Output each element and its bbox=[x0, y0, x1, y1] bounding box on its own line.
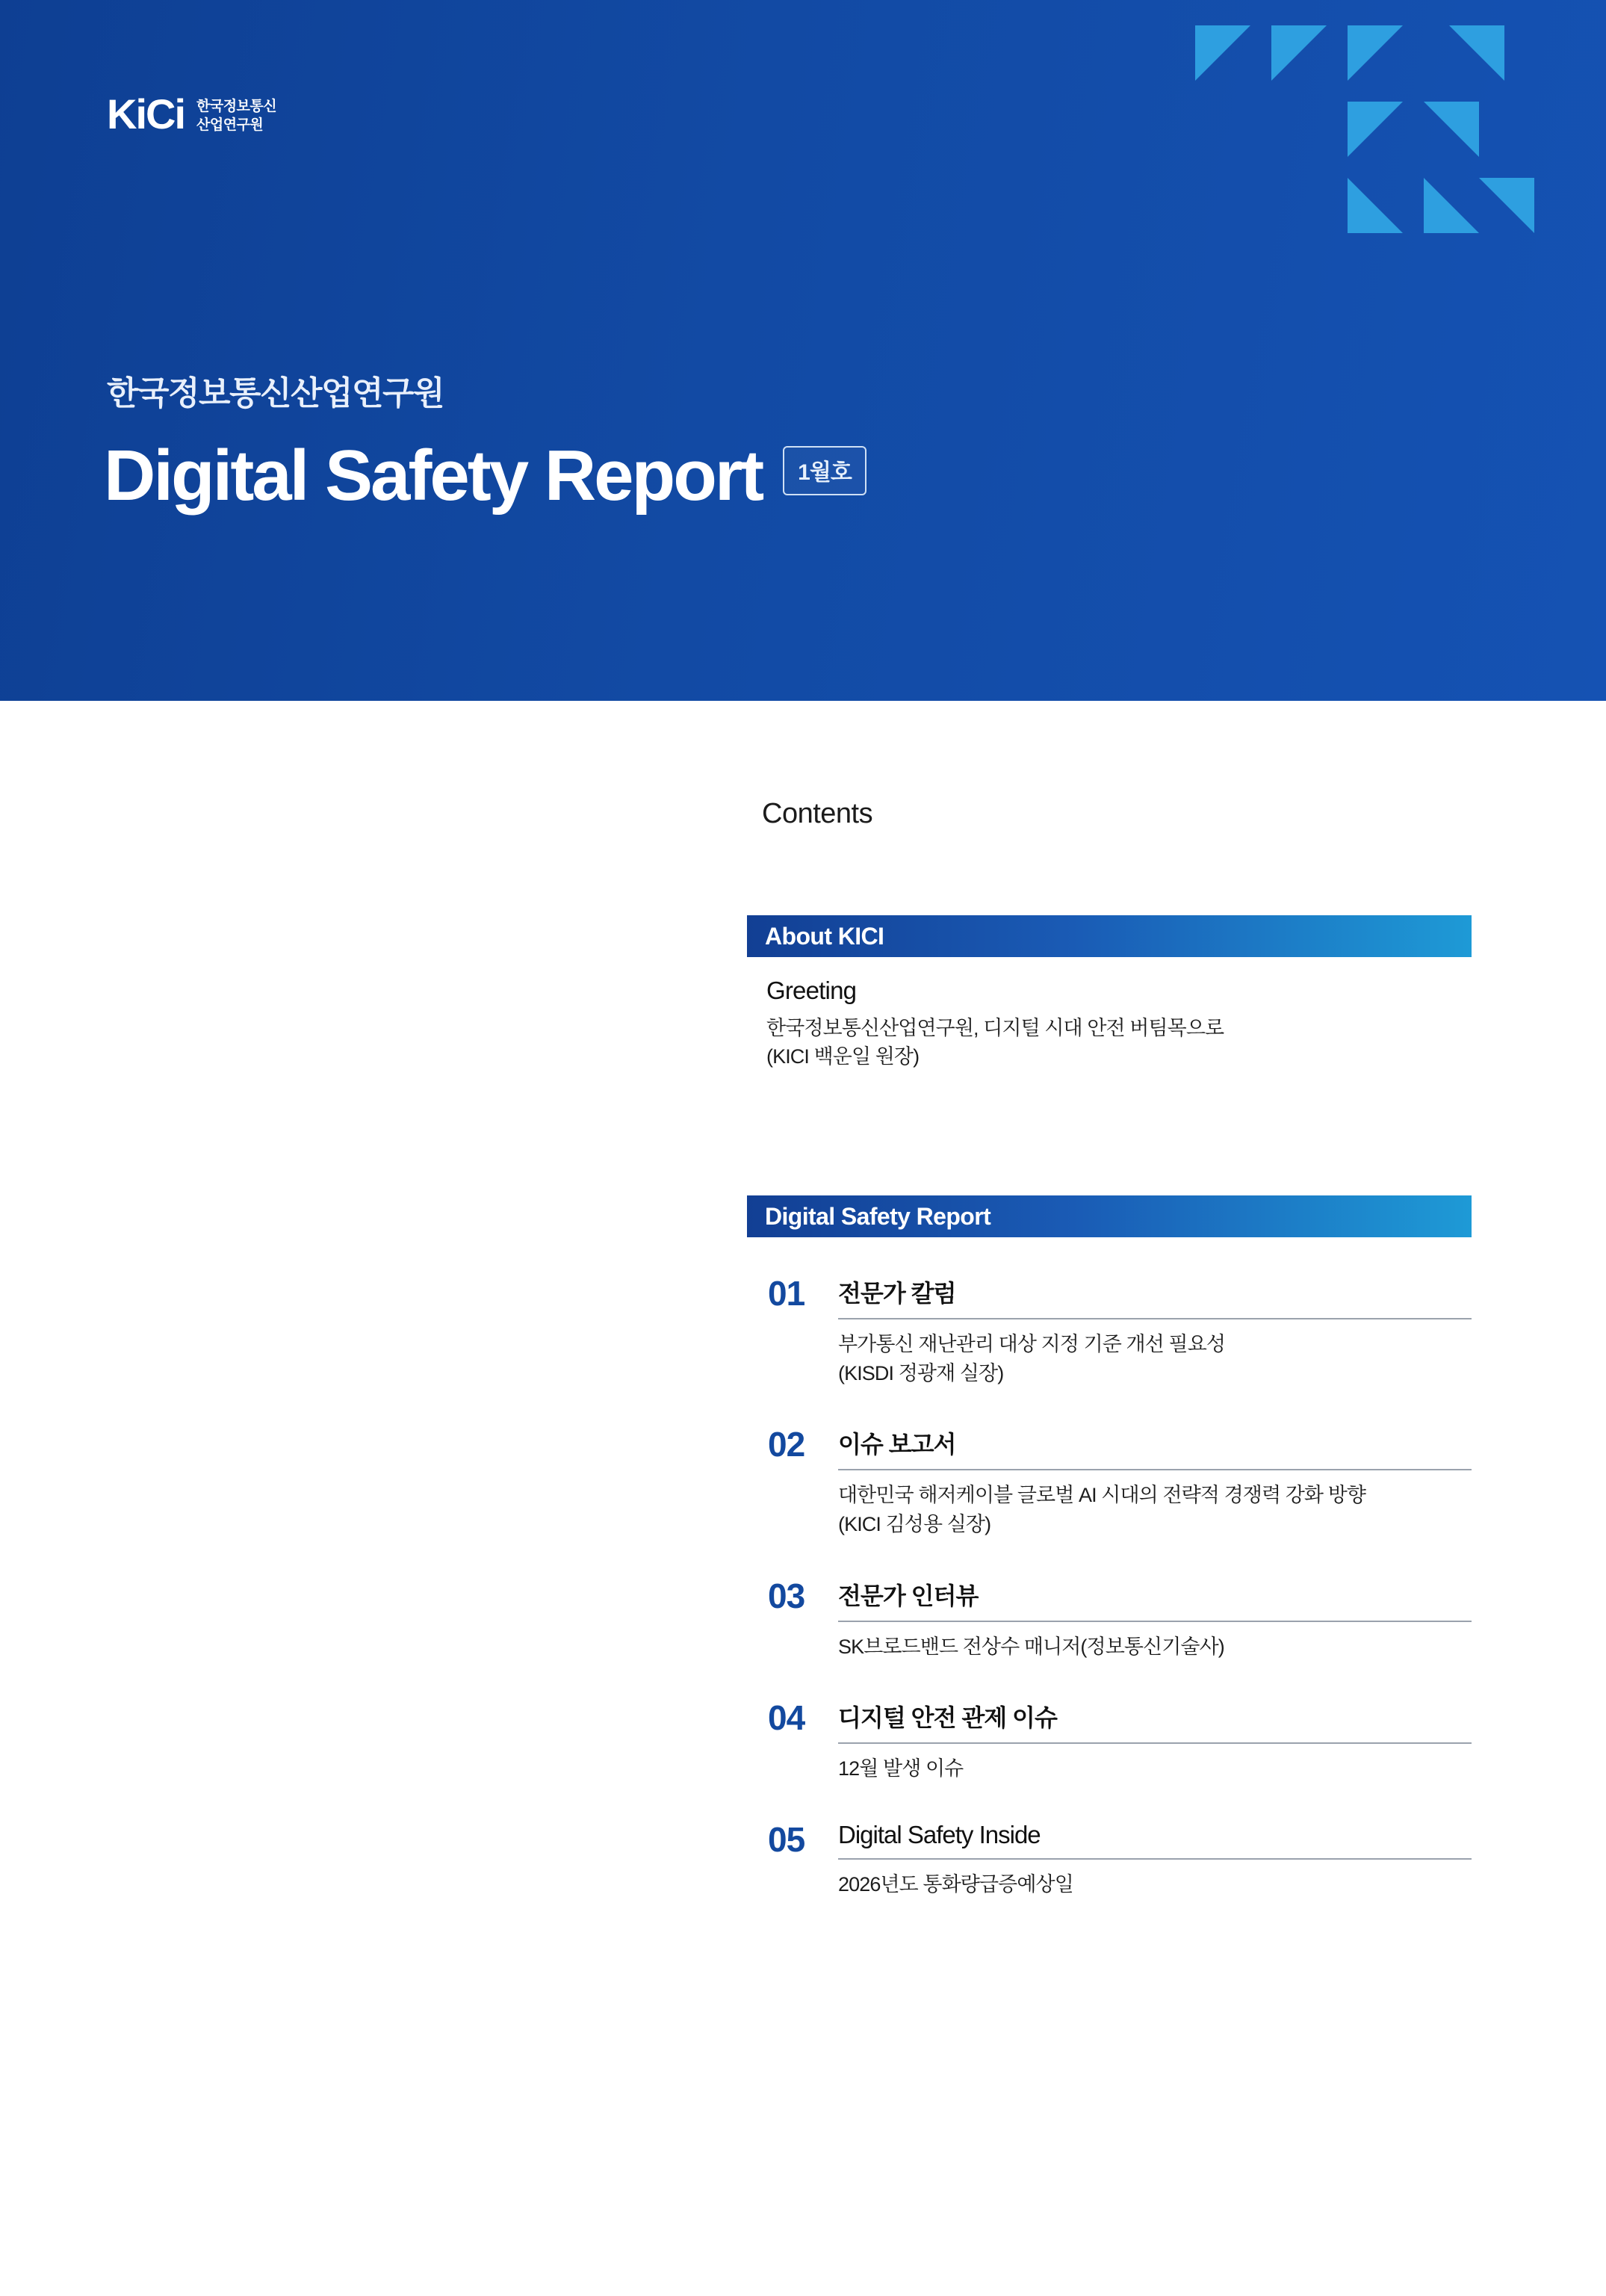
decorative-triangles bbox=[1195, 25, 1516, 242]
toc-item-desc-line1: 2026년도 통화량급증예상일 bbox=[838, 1872, 1073, 1896]
toc-item-number: 04 bbox=[768, 1698, 805, 1737]
toc-item-desc-line1: 부가통신 재난관리 대상 지정 기준 개선 필요성 bbox=[838, 1333, 1226, 1355]
triangle-icon bbox=[1424, 102, 1479, 157]
toc-item-desc-line1: 대한민국 해저케이블 글로벌 AI 시대의 전략적 경쟁력 강화 방향 bbox=[838, 1484, 1366, 1507]
toc-item-title: Digital Safety Inside bbox=[838, 1821, 1472, 1860]
toc-item-number: 02 bbox=[768, 1425, 805, 1464]
triangle-icon bbox=[1479, 178, 1534, 233]
section-bar-title: About KICI bbox=[765, 922, 884, 950]
toc-item-04[interactable] bbox=[747, 1699, 1472, 1783]
issue-badge: 1월호 bbox=[783, 446, 866, 495]
triangle-icon bbox=[1424, 178, 1479, 233]
toc-item-title: 디지털 안전 관제 이슈 bbox=[838, 1699, 1472, 1744]
triangle-icon bbox=[1348, 102, 1403, 157]
greeting-title: Greeting bbox=[766, 977, 857, 1004]
section-bar-digital-safety-report bbox=[747, 1195, 1472, 1237]
section-digital-safety-report bbox=[747, 1195, 1472, 1899]
section-about-kici bbox=[747, 915, 1472, 1071]
section-bar-about-kici bbox=[747, 915, 1472, 957]
greeting-desc-line1: 한국정보통신산업연구원, 디지털 시대 안전 버팀목으로 bbox=[766, 1017, 1224, 1039]
greeting-desc-line2: (KICI 백운일 원장) bbox=[766, 1045, 920, 1068]
cover-subtitle: 한국정보통신산업연구원 bbox=[107, 375, 444, 412]
triangle-icon bbox=[1348, 178, 1403, 233]
contents-label: Contents bbox=[762, 798, 873, 829]
toc-item-number: 03 bbox=[768, 1576, 805, 1615]
toc-item-05[interactable] bbox=[747, 1821, 1472, 1899]
section-bar-title: Digital Safety Report bbox=[765, 1202, 991, 1230]
triangle-icon bbox=[1195, 25, 1250, 81]
kici-logo-mark: KiCi bbox=[107, 90, 185, 137]
toc-item-03[interactable] bbox=[747, 1577, 1472, 1662]
toc-item-title: 전문가 인터뷰 bbox=[838, 1577, 1472, 1622]
kici-logo-text-line2: 산업연구원 bbox=[196, 117, 264, 133]
toc-item-desc-line1: SK브로드밴드 전상수 매니저(정보통신기술사) bbox=[838, 1635, 1224, 1658]
toc-item-title: 전문가 칼럼 bbox=[838, 1275, 1472, 1319]
toc-item-02[interactable] bbox=[747, 1426, 1472, 1539]
toc-item-number: 01 bbox=[768, 1274, 805, 1313]
toc-item-number: 05 bbox=[768, 1819, 805, 1859]
kici-logo-text bbox=[196, 94, 276, 134]
cover-header bbox=[0, 0, 1606, 701]
toc-item-01[interactable] bbox=[747, 1275, 1472, 1388]
kici-logo bbox=[107, 90, 277, 137]
triangle-icon bbox=[1348, 25, 1403, 81]
greeting-block[interactable] bbox=[747, 957, 1472, 1071]
toc-item-desc-line2: (KICI 김성용 실장) bbox=[838, 1513, 991, 1536]
triangle-icon bbox=[1449, 25, 1504, 81]
cover-title-row bbox=[104, 437, 866, 515]
toc-item-desc-line2: (KISDI 정광재 실장) bbox=[838, 1362, 1004, 1385]
cover-title: Digital Safety Report bbox=[104, 436, 763, 516]
kici-logo-text-line1: 한국정보통신 bbox=[196, 98, 277, 114]
toc-item-desc-line1: 12월 발생 이슈 bbox=[838, 1757, 964, 1780]
toc-item-title: 이슈 보고서 bbox=[838, 1426, 1472, 1470]
triangle-icon bbox=[1271, 25, 1327, 81]
